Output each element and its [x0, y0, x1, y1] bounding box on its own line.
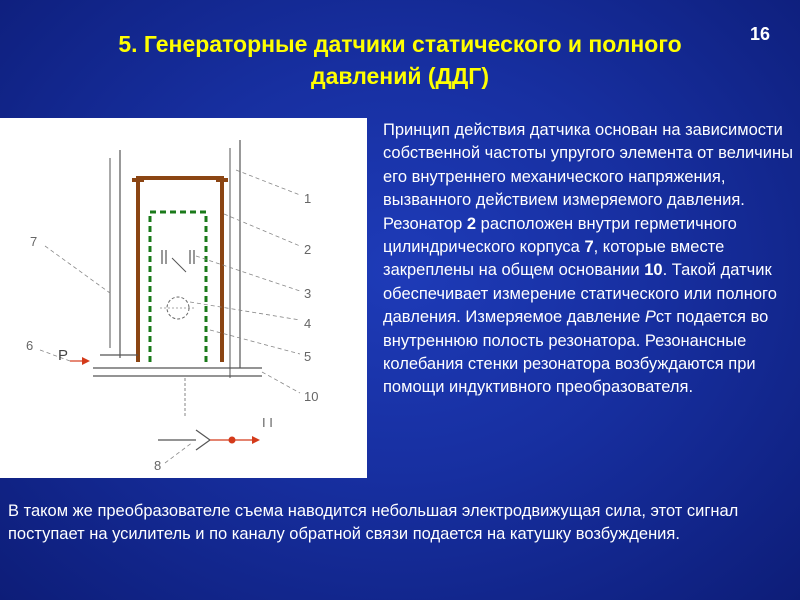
label-6: 6: [26, 338, 34, 353]
desc-part-2: расположен внутри герметичного цилиндрического корпуса: [383, 214, 737, 257]
label-output: I I: [262, 415, 273, 430]
desc-part-4: . Такой датчик обеспечивает измерение статического или полного давления. Измеряемое давление: [383, 261, 777, 327]
desc-ref-7: 7: [584, 238, 594, 257]
output-diode-icon: [196, 430, 210, 450]
leader-7: [45, 246, 110, 293]
pressure-arrow-icon: [82, 357, 90, 365]
leader-1: [236, 170, 300, 195]
output-node-icon: [229, 437, 236, 444]
leader-10: [262, 372, 300, 393]
desc-part-5: ст подается во внутреннюю полость резонатора. Резонансные колебания стенки резонатора возбуждаются при помощи индуктивного преобразователя.: [383, 308, 769, 397]
label-7: 7: [30, 234, 38, 249]
label-10: 10: [304, 389, 319, 404]
slide-number: 16: [749, 24, 770, 44]
desc-ref-2: 2: [466, 214, 477, 233]
slide-title-line-1: 5. Генераторные датчики статического и полного: [118, 31, 682, 57]
description-text: [383, 119, 795, 400]
slide-title: [60, 28, 740, 92]
desc-part-3: , которые вместе закреплены на общем основании: [383, 238, 725, 280]
coil-contact: [172, 258, 186, 272]
sensor-schematic: [0, 118, 367, 478]
bottom-paragraph: В таком же преобразователе съема наводится небольшая электродвижущая сила, этот сигнал поступает на усилитель и по каналу обратной связи подается на катушку возбуждения.: [8, 502, 739, 544]
leader-2: [224, 214, 300, 246]
label-8: 8: [154, 458, 162, 473]
slide-title-line-2: давлений (ДДГ): [310, 63, 489, 89]
resonator: [150, 212, 206, 362]
sensor-diagram: [0, 118, 367, 478]
label-4: 4: [304, 316, 312, 331]
leader-8: [165, 442, 193, 463]
label-1: 1: [304, 191, 312, 206]
output-arrow-icon: [252, 436, 260, 444]
label-3: 3: [304, 286, 312, 301]
desc-ref-10: 10: [644, 261, 663, 280]
label-2: 2: [304, 242, 312, 257]
leader-3: [196, 256, 300, 291]
desc-pressure-symbol: Р: [644, 308, 656, 327]
label-pressure: P: [58, 347, 69, 364]
label-5: 5: [304, 349, 312, 364]
desc-part-1: Принцип действия датчика основан на зависимости собственной частоты упругого элемента от величины его внутреннего механического напряжения, вызванного действием измеряемого давления. Резонатор: [383, 121, 793, 233]
